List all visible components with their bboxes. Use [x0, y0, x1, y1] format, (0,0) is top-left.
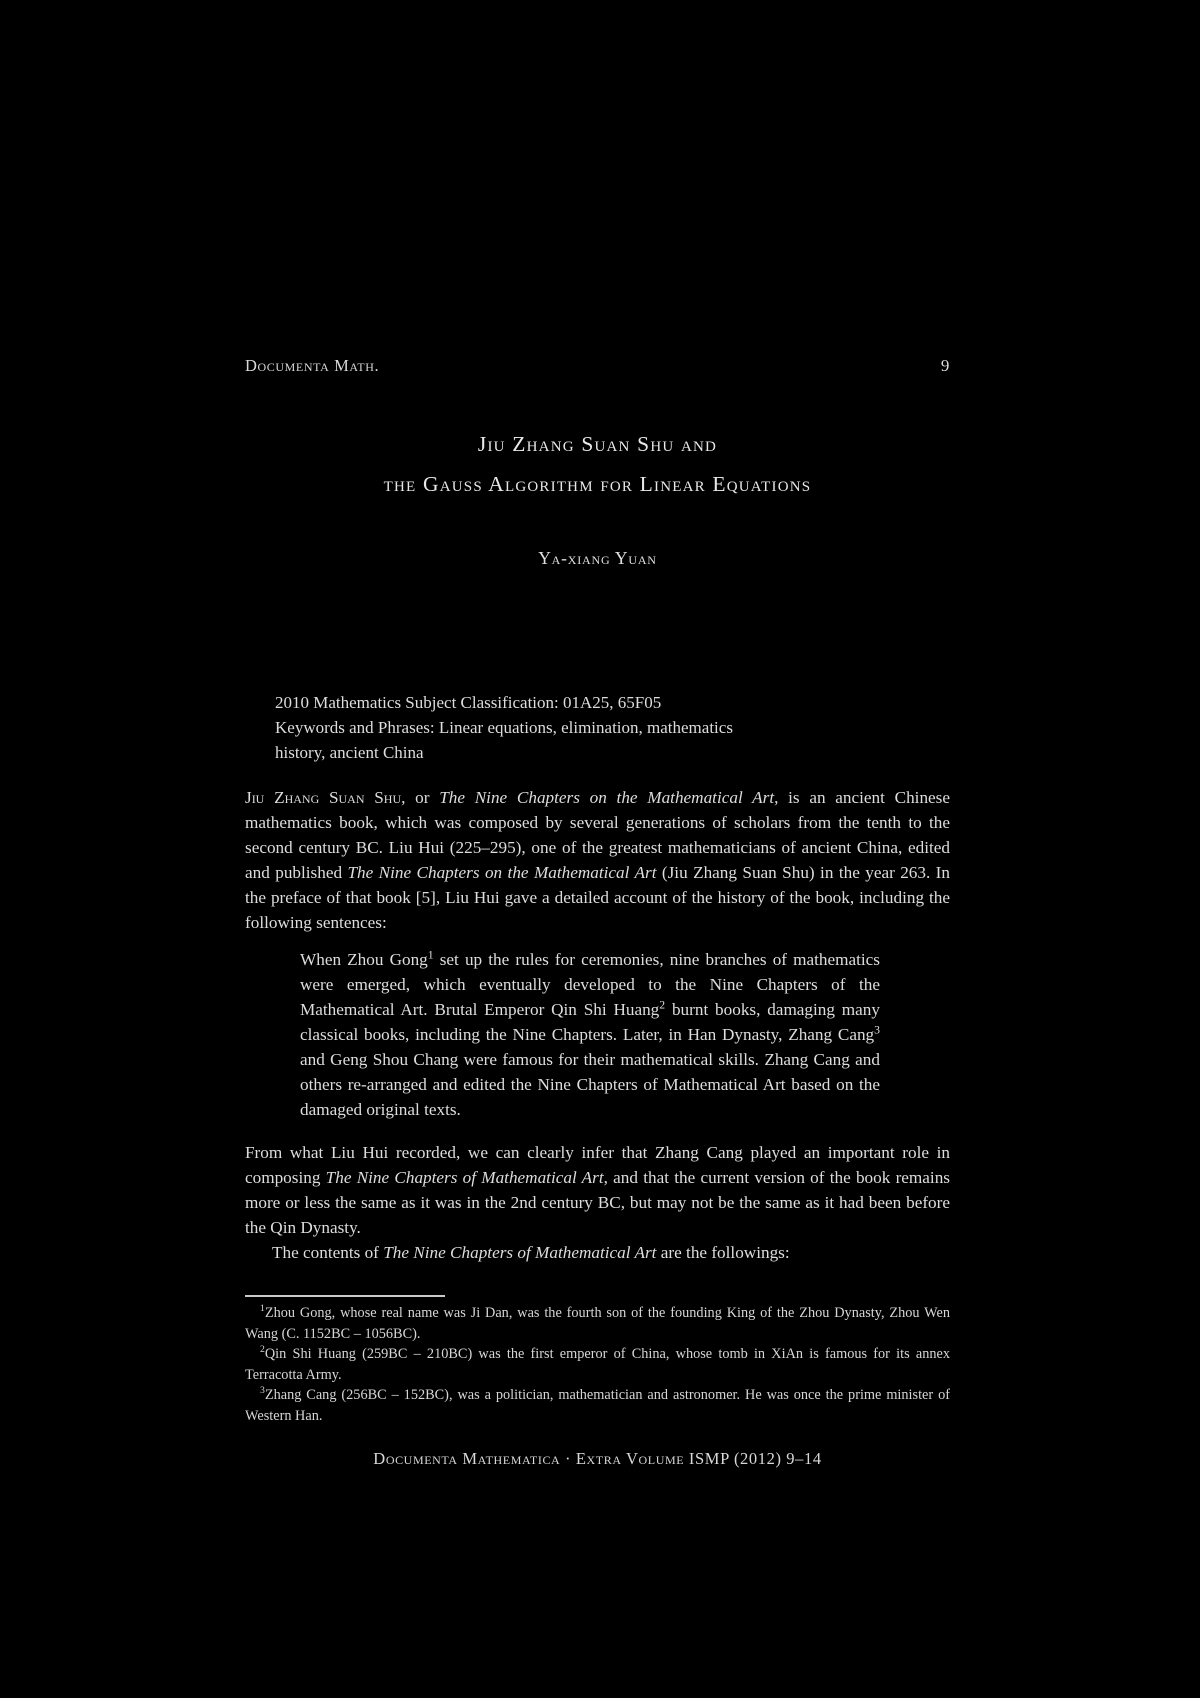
footnote-qin-shi-huang: $^2$Qin Shi Huang (259BC – 210BC) was the first emperor of China, whose tomb in XiAn is famous for its annex Terracotta Army. [245, 1344, 950, 1383]
keywords-line-1: Keywords and Phrases: Linear equations, elimination, mathematics [275, 718, 733, 737]
paragraph-contents-lead: The contents of The Nine Chapters of Mathematical Art are the followings: [272, 1243, 790, 1262]
footnote-rule [245, 1295, 445, 1297]
paragraph-introduction: Jiu Zhang Suan Shu, or The Nine Chapters on the Mathematical Art, is an ancient Chinese mathematics book, which was composed by several generations of scholars from the tenth to the second century BC. Liu Hui (225–295), one of the greatest mathematicians of ancient China, edited and published The Nine Chapters on the Mathematical Art (Jiu Zhang Suan Shu) in the year 263. In the preface of that book [5], Liu Hui gave a detailed account of the history of the book, including the following sentences: [245, 788, 951, 932]
footnote-zhang-cang: $^3$Zhang Cang (256BC – 152BC), was a politician, mathematician and astronomer. He was once the prime minister of Western Han. [245, 1385, 950, 1424]
page-content [245, 356, 950, 1470]
footnote-zhou-gong: $^1$Zhou Gong, whose real name was Ji Dan, was the fourth son of the founding King of the Zhou Dynasty, Zhou Wen Wang (C. 1152BC – 1056BC). [245, 1303, 950, 1342]
liu-hui-quotation: When Zhou Gong$^1$ set up the rules for ceremonies, nine branches of mathematics were emerged, which eventually developed to the Nine Chapters of the Mathematical Art. Brutal Emperor Qin Shi Huang$^2$ burnt books, damaging many classical books, including the Nine Chapters. Later, in Han Dynasty, Zhang Cang$^3$ and Geng Shou Chang were famous for their mathematical skills. Zhang Cang and others re-arranged and edited the Nine Chapters of Mathematical Art based on the damaged original texts. [300, 948, 880, 1119]
paragraph-inference: From what Liu Hui recorded, we can clearly infer that Zhang Cang played an important role in composing The Nine Chapters of Mathematical Art, and that the current version of the book remains more or less the same as it was in the 2nd century BC, but may not be the same as it had been before the Qin Dynasty. [245, 1143, 950, 1237]
journal-footer: Documenta Mathematica · Extra Volume ISMP (2012) 9–14 [373, 1449, 822, 1468]
abstract-block [275, 690, 916, 765]
author-name: Ya-xiang Yuan [538, 548, 657, 568]
journal-name: Documenta Math. [245, 356, 380, 375]
msc-classification-line: 2010 Mathematics Subject Classification: 01A25, 65F05 [275, 693, 662, 712]
article-title [245, 424, 950, 504]
keywords-line-2: history, ancient China [275, 743, 424, 762]
article-title-line1: Jiu Zhang Suan Shu and [477, 432, 718, 456]
footnotes-section [245, 1295, 950, 1426]
article-title-line2: the Gauss Algorithm for Linear Equations [383, 472, 812, 496]
page-number: 9 [940, 356, 950, 375]
running-header [245, 356, 950, 376]
